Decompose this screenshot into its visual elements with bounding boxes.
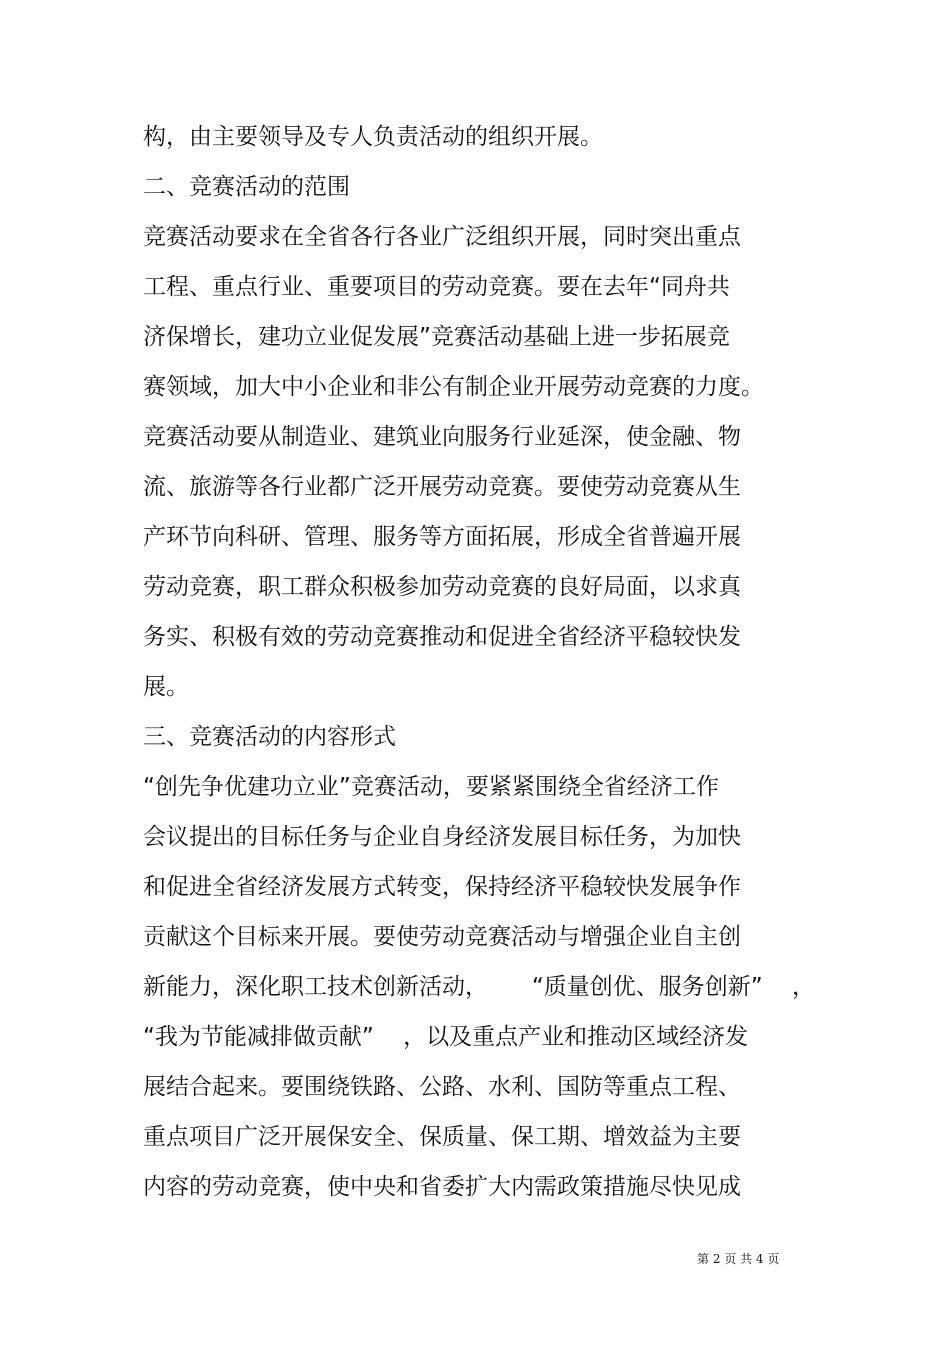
text-line: 重点项目广泛开展保安全、保质量、保工期、增效益为主要 [143, 1124, 741, 1150]
text-line: 流、旅游等各行业都广泛开展劳动竞赛。要使劳动竞赛从生 [143, 474, 741, 500]
text-line: 竞赛活动要求在全省各行各业广泛组织开展，同时突出重点 [143, 224, 741, 250]
text-line: 赛领域，加大中小企业和非公有制企业开展劳动竞赛的力度。 [143, 374, 764, 400]
page-number-footer: 第 2 页 共 4 页 [697, 1252, 780, 1266]
text-line: “我为节能减排做贡献” ，以及重点产业和推动区域经济发 [143, 1024, 749, 1050]
text-line: “创先争优建功立业”竞赛活动，要紧紧围绕全省经济工作 [143, 774, 719, 800]
text-line: 贡献这个目标来开展。要使劳动竞赛活动与增强企业自主创 [143, 924, 741, 950]
text-line: 会议提出的目标任务与企业自身经济发展目标任务，为加快 [143, 824, 741, 850]
text-line: 展结合起来。要围绕铁路、公路、水利、国防等重点工程、 [143, 1074, 741, 1100]
text-line: 构，由主要领导及专人负责活动的组织开展。 [143, 124, 603, 150]
text-line: 务实、积极有效的劳动竞赛推动和促进全省经济平稳较快发 [143, 624, 741, 650]
text-line: 内容的劳动竞赛，使中央和省委扩大内需政策措施尽快见成 [143, 1174, 741, 1200]
text-line: 和促进全省经济发展方式转变，保持经济平稳较快发展争作 [143, 874, 741, 900]
text-line: 新能力，深化职工技术创新活动， “质量创优、服务创新” ， [143, 974, 815, 1000]
section-heading: 二、竞赛活动的范围 [143, 174, 350, 200]
section-heading: 三、竞赛活动的内容形式 [143, 724, 396, 750]
text-line: 竞赛活动要从制造业、建筑业向服务行业延深，使金融、物 [143, 424, 741, 450]
text-line: 展。 [143, 674, 189, 700]
text-line: 产环节向科研、管理、服务等方面拓展，形成全省普遍开展 [143, 524, 741, 550]
text-line: 工程、重点行业、重要项目的劳动竞赛。要在去年“同舟共 [143, 274, 730, 300]
text-line: 劳动竞赛，职工群众积极参加劳动竞赛的良好局面，以求真 [143, 574, 741, 600]
text-line: 济保增长，建功立业促发展”竞赛活动基础上进一步拓展竞 [143, 324, 730, 350]
